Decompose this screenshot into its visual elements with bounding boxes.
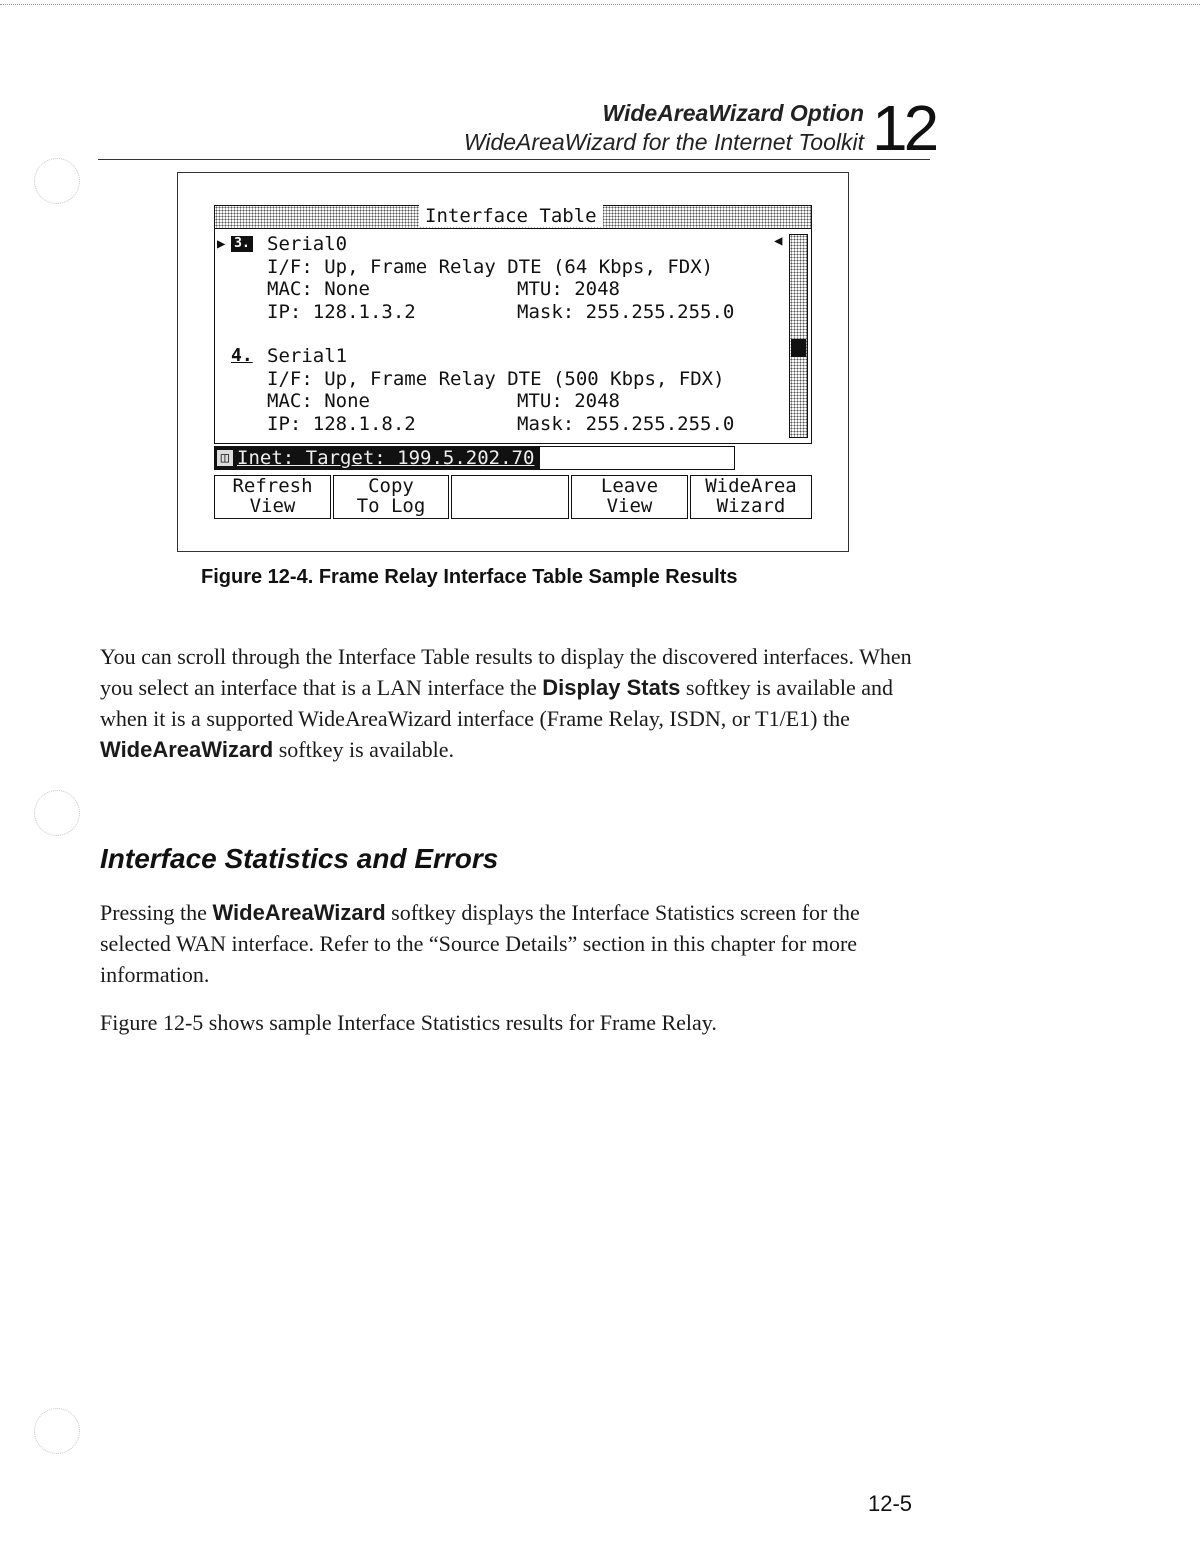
- selection-arrow-icon: ▶: [217, 236, 226, 252]
- text-run: You can scroll through the Interface Table results to display the discovered interfaces. When you select an interface that is a LAN interface the: [100, 644, 912, 700]
- softkey-line2: Wizard: [716, 495, 786, 517]
- paragraph-figure-reference: Figure 12-5 shows sample Interface Statistics results for Frame Relay.: [100, 1010, 717, 1035]
- status-text: Inet: Target: 199.5.202.70: [237, 447, 535, 469]
- softkey-line1: Refresh: [232, 475, 313, 497]
- softkey-line2: To Log: [356, 495, 426, 517]
- binder-hole: [34, 158, 80, 204]
- interface-name: Serial0: [267, 233, 348, 255]
- section-heading: Interface Statistics and Errors: [100, 843, 499, 874]
- running-header-chapter: WideAreaWizard Option: [602, 100, 864, 126]
- interface-mtu: MTU: 2048: [517, 278, 620, 300]
- leave-view-softkey[interactable]: [571, 475, 688, 519]
- interface-mask: Mask: 255.255.255.0: [517, 300, 735, 323]
- interface-ip: IP: 128.1.3.2: [267, 300, 416, 323]
- interface-if-line: I/F: Up, Frame Relay DTE (64 Kbps, FDX): [267, 255, 714, 278]
- running-header-section: WideAreaWizard for the Internet Toolkit: [463, 129, 864, 155]
- interface-name: Serial1: [267, 345, 348, 367]
- interface-mac: MAC: None: [267, 278, 370, 300]
- text-run: softkey is available.: [273, 737, 455, 762]
- binder-hole: [34, 790, 80, 836]
- empty-softkey: [451, 475, 569, 519]
- interface-mac: MAC: None: [267, 390, 370, 412]
- interface-table-screen: [214, 205, 812, 518]
- bold-softkey-name: WideAreaWizard: [100, 737, 274, 762]
- interface-ip: IP: 128.1.8.2: [267, 412, 416, 435]
- softkey-line1: Leave: [600, 475, 659, 497]
- chapter-number: 12: [872, 92, 936, 164]
- copy-to-log-softkey[interactable]: [333, 475, 449, 519]
- figure-caption: Figure 12-4. Frame Relay Interface Table Sample Results: [201, 566, 738, 588]
- widearea-wizard-softkey[interactable]: [690, 475, 812, 519]
- interface-mask: Mask: 255.255.255.0: [517, 412, 735, 435]
- scroll-left-arrow-icon[interactable]: ◀: [774, 233, 783, 249]
- header-rule: [98, 159, 930, 160]
- softkey-line2: View: [249, 495, 296, 517]
- softkey-line2: View: [606, 495, 653, 517]
- interface-if-line: I/F: Up, Frame Relay DTE (500 Kbps, FDX): [267, 367, 725, 390]
- page-number: 12-5: [868, 1491, 913, 1516]
- text-run: softkey is available and when it is a supported WideAreaWizard interface (Frame Relay, ISDN, or T1/E1) the: [100, 675, 894, 731]
- interface-entry-serial0[interactable]: [215, 233, 775, 333]
- entry-number: 4.: [231, 345, 253, 366]
- bold-softkey-name: Display Stats: [542, 675, 681, 700]
- softkey-line1: Copy: [368, 475, 414, 497]
- bold-softkey-name: WideAreaWizard: [212, 900, 386, 925]
- network-icon: ◫: [217, 450, 233, 466]
- screen-title-bar: [214, 205, 812, 229]
- vertical-scrollbar[interactable]: [789, 234, 808, 438]
- paragraph-scroll-results: [100, 641, 930, 765]
- interface-list: [214, 228, 812, 444]
- refresh-view-softkey[interactable]: [214, 475, 331, 519]
- paragraph-pressing-softkey: [100, 897, 930, 990]
- softkey-line1: WideArea: [705, 475, 797, 497]
- text-run: Pressing the: [100, 900, 213, 925]
- page-top-border: [0, 4, 1200, 5]
- scrollbar-thumb[interactable]: [791, 339, 806, 357]
- binder-hole: [34, 1408, 80, 1454]
- text-run: softkey displays the Interface Statistics screen for the selected WAN interface. Refer to the “Source Details” section in this chapter for more information.: [100, 900, 860, 987]
- interface-entry-serial1[interactable]: [215, 345, 775, 445]
- interface-mtu: MTU: 2048: [517, 390, 620, 412]
- entry-number: 3.: [231, 236, 253, 252]
- screen-title: Interface Table: [419, 205, 603, 227]
- status-line: [214, 446, 735, 470]
